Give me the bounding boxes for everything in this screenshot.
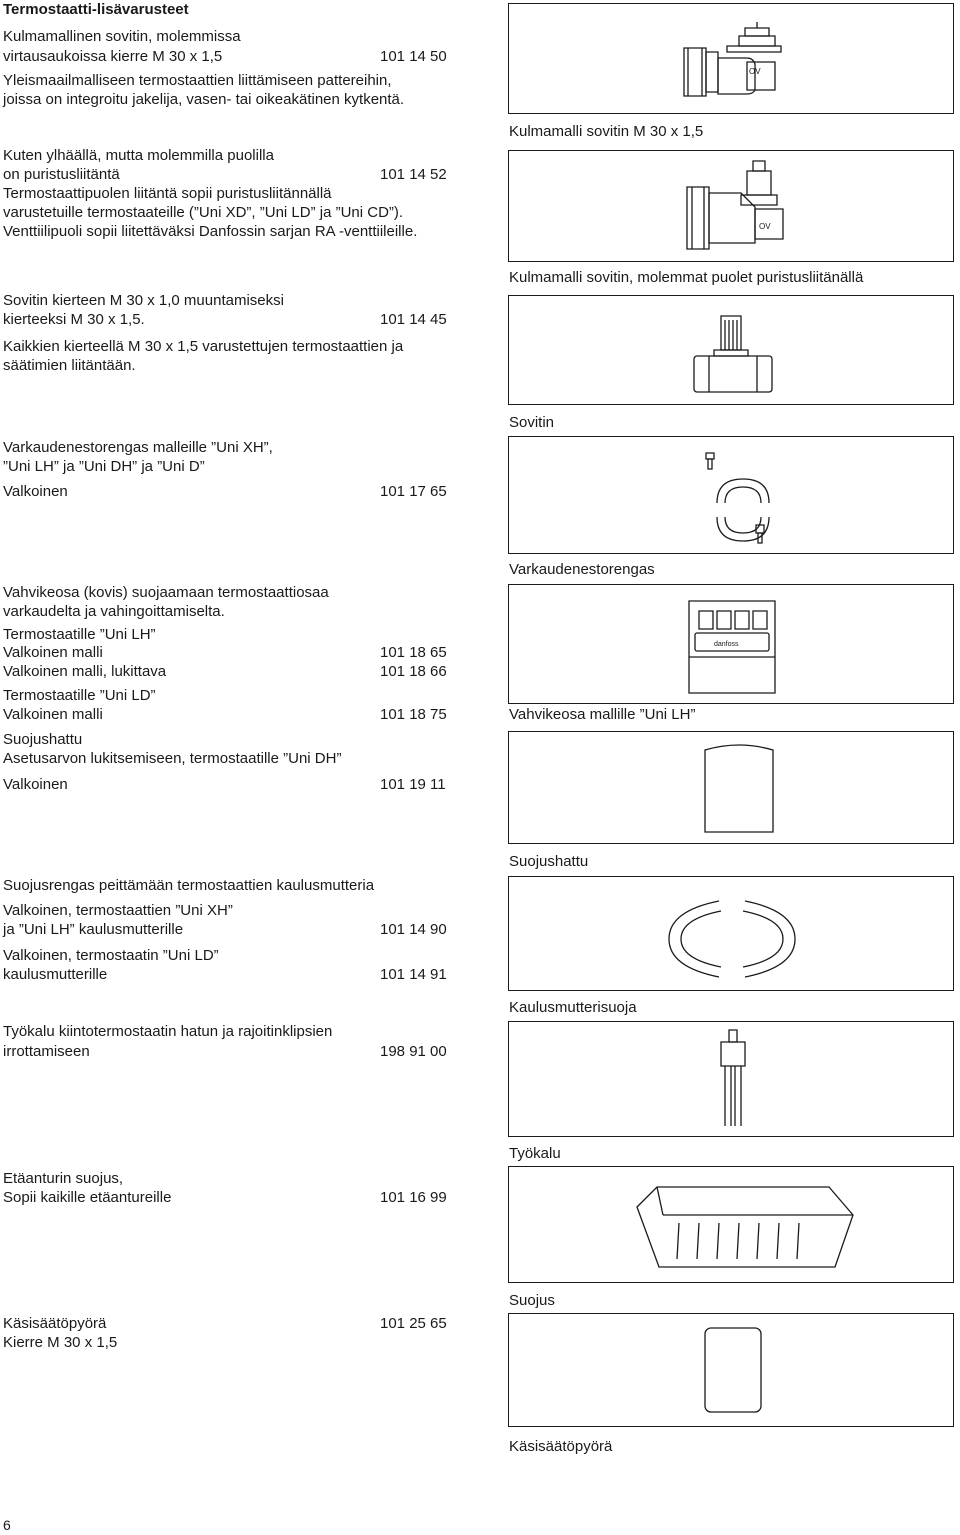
- caption-manual-knob: Käsisäätöpyörä: [509, 1438, 613, 1455]
- s5-code3: 101 18 75: [380, 706, 447, 723]
- s3-code: 101 14 45: [380, 311, 447, 328]
- s2-line4: varustetuille termostaateille (”Uni XD”, ”Uni LD” ja ”Uni CD”).: [3, 204, 404, 221]
- s3-line3: Kaikkien kierteellä M 30 x 1,5 varustettujen termostaattien ja: [3, 338, 404, 355]
- s6-line5: kaulusmutterille: [3, 966, 108, 983]
- tool-image: [508, 1021, 954, 1137]
- s4-line2: ”Uni LH” ja ”Uni DH” ja ”Uni D”: [3, 458, 205, 475]
- angle-adapter-image: [508, 3, 954, 114]
- collar-cover-image: [508, 876, 954, 991]
- svg-text:OV: OV: [759, 222, 771, 231]
- page-number: 6: [3, 1517, 11, 1533]
- caption-collar-cover: Kaulusmutterisuoja: [509, 999, 637, 1016]
- svg-text:danfoss: danfoss: [714, 641, 739, 648]
- svg-text:OV: OV: [749, 67, 761, 76]
- caption-anti-theft-ring: Varkaudenestorengas: [509, 561, 655, 578]
- s2-line3: Termostaattipuolen liitäntä sopii puristusliitännällä: [3, 185, 332, 202]
- caption-angle-adapter: Kulmamalli sovitin M 30 x 1,5: [509, 123, 704, 140]
- s5-line8: Suojushattu: [3, 731, 83, 748]
- anti-theft-ring-image: [508, 436, 954, 554]
- s1-line3: Yleismaailmalliseen termostaattien liittämiseen pattereihin,: [3, 72, 392, 89]
- s3-line2: kierteeksi M 30 x 1,5.: [3, 311, 145, 328]
- s6-line4: Valkoinen, termostaatin ”Uni LD”: [3, 947, 219, 964]
- s1-code: 101 14 50: [380, 48, 447, 65]
- s8-line2: Sopii kaikille etäantureille: [3, 1189, 172, 1206]
- compression-adapter-image: [508, 150, 954, 262]
- s3-line1: Sovitin kierteen M 30 x 1,0 muuntamiseksi: [3, 292, 284, 309]
- s1-line1: Kulmamallinen sovitin, molemmissa: [3, 28, 241, 45]
- s1-line2: virtausaukoissa kierre M 30 x 1,5: [3, 48, 223, 65]
- s6-code2: 101 14 91: [380, 966, 447, 983]
- protective-cap-image: [508, 731, 954, 844]
- s2-line2: on puristusliitäntä: [3, 166, 120, 183]
- s7-line1: Työkalu kiintotermostaatin hatun ja rajoitinklipsien: [3, 1023, 333, 1040]
- caption-compression-adapter: Kulmamalli sovitin, molemmat puolet puristusliitänällä: [509, 269, 864, 286]
- s3-line4: säätimien liitäntään.: [3, 357, 136, 374]
- s1-line4: joissa on integroitu jakelija, vasen- tai oikeakätinen kytkentä.: [3, 91, 405, 108]
- s5-line1: Vahvikeosa (kovis) suojaamaan termostaattiosaa: [3, 584, 329, 601]
- reinforcement-image: [508, 584, 954, 704]
- s5-line4: Valkoinen malli: [3, 644, 103, 661]
- s9-code: 101 25 65: [380, 1315, 447, 1332]
- s4-line1: Varkaudenestorengas malleille ”Uni XH”,: [3, 439, 273, 456]
- s5-line3: Termostaatille ”Uni LH”: [3, 626, 156, 643]
- s5-code2: 101 18 66: [380, 663, 447, 680]
- manual-knob-image: [508, 1313, 954, 1427]
- sensor-cover-image: [508, 1166, 954, 1283]
- caption-reinforcement: Vahvikeosa mallille ”Uni LH”: [509, 706, 696, 723]
- s4-line3: Valkoinen: [3, 483, 68, 500]
- s2-line1: Kuten ylhäällä, mutta molemmilla puolilla: [3, 147, 274, 164]
- caption-adapter: Sovitin: [509, 414, 555, 431]
- s5-code4: 101 19 11: [380, 776, 446, 793]
- s5-line7: Valkoinen malli: [3, 706, 103, 723]
- s5-line5: Valkoinen malli, lukittava: [3, 663, 167, 680]
- s8-line1: Etäanturin suojus,: [3, 1170, 124, 1187]
- s4-code: 101 17 65: [380, 483, 447, 500]
- s7-code: 198 91 00: [380, 1043, 447, 1060]
- s2-code: 101 14 52: [380, 166, 447, 183]
- s5-line2: varkaudelta ja vahingoittamiselta.: [3, 603, 225, 620]
- caption-sensor-cover: Suojus: [509, 1292, 555, 1309]
- caption-protective-cap: Suojushattu: [509, 853, 589, 870]
- s2-line5: Venttiilipuoli sopii liitettäväksi Danfossin sarjan RA -venttiileille.: [3, 223, 418, 240]
- s6-line3: ja ”Uni LH” kaulusmutterille: [3, 921, 184, 938]
- s9-line1: Käsisäätöpyörä: [3, 1315, 107, 1332]
- s5-line9: Asetusarvon lukitsemiseen, termostaatille ”Uni DH”: [3, 750, 342, 767]
- caption-tool: Työkalu: [509, 1145, 561, 1162]
- s6-line2: Valkoinen, termostaattien ”Uni XH”: [3, 902, 233, 919]
- s7-line2: irrottamiseen: [3, 1043, 90, 1060]
- s6-code1: 101 14 90: [380, 921, 447, 938]
- s8-code: 101 16 99: [380, 1189, 447, 1206]
- adapter-image: [508, 295, 954, 405]
- page-title: Termostaatti-lisävarusteet: [3, 1, 189, 18]
- s6-line1: Suojusrengas peittämään termostaattien kaulusmutteria: [3, 877, 375, 894]
- s5-line10: Valkoinen: [3, 776, 68, 793]
- s5-code1: 101 18 65: [380, 644, 447, 661]
- s9-line2: Kierre M 30 x 1,5: [3, 1334, 118, 1351]
- s5-line6: Termostaatille ”Uni LD”: [3, 687, 156, 704]
